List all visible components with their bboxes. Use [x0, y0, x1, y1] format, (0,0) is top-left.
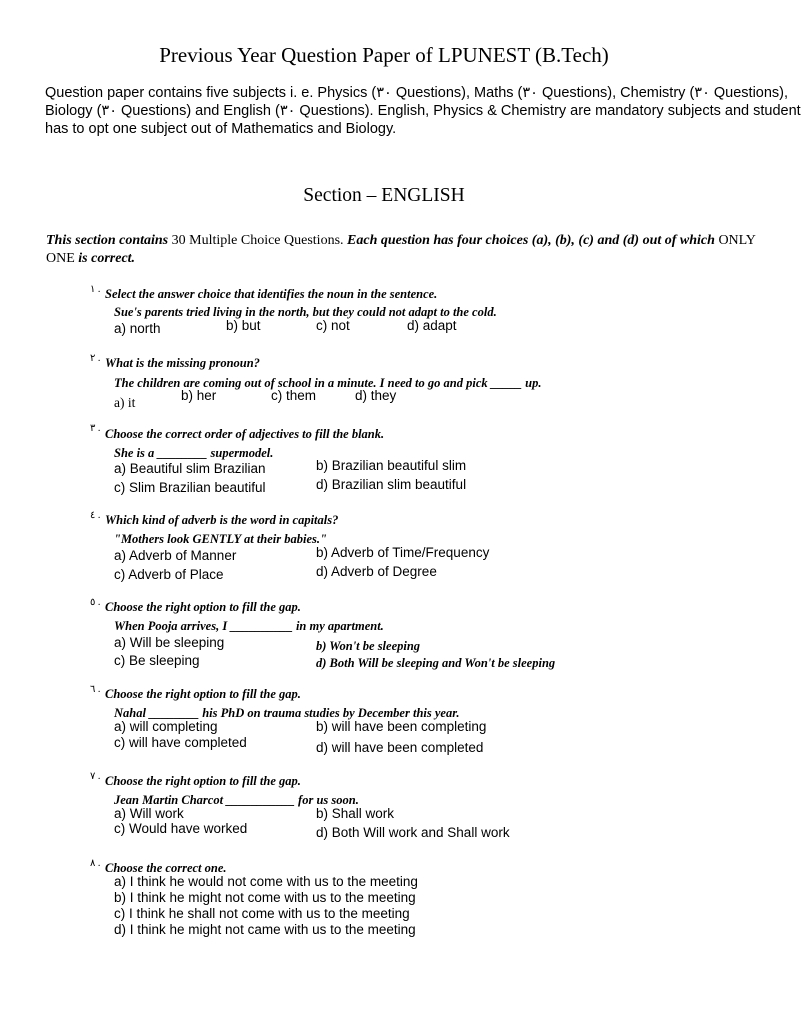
question-text: Choose the right option to fill the gap. — [105, 687, 301, 701]
option-c: c) will have completed — [114, 735, 247, 750]
option-b: b) Brazilian beautiful slim — [316, 458, 467, 473]
option-c: c) Adverb of Place — [114, 567, 224, 582]
option-b: b) will have been completing — [316, 719, 487, 734]
option-a: a) Adverb of Manner — [114, 548, 237, 563]
option-a: a) Will be sleeping — [114, 635, 225, 650]
option-a: a) it — [114, 395, 136, 410]
question-stem: The children are coming out of school in a minute. I need to go and pick _____ up. — [114, 376, 542, 390]
question-stem: Jean Martin Charcot ___________ for us soon. — [114, 793, 359, 807]
question-stem: Nahal ________ his PhD on trauma studies by December this year. — [114, 706, 460, 720]
option-c: c) Be sleeping — [114, 653, 200, 668]
question-number: ٦ . — [90, 684, 101, 695]
option-b: b) Won't be sleeping — [316, 639, 421, 653]
option-c: c) I think he shall not come with us to the meeting — [114, 906, 410, 921]
question-text: Choose the correct one. — [105, 861, 227, 875]
option-d: d) will have been completed — [316, 740, 484, 755]
section-instructions — [46, 232, 756, 268]
instructions-only: ONLY ONE — [46, 233, 756, 266]
question-stem: She is a ________ supermodel. — [114, 446, 274, 460]
option-d: d) they — [355, 388, 397, 403]
option-c: c) Slim Brazilian beautiful — [114, 480, 266, 495]
option-c: c) them — [271, 388, 317, 403]
option-a: a) I think he would not come with us to the meeting — [114, 874, 418, 889]
instructions-part2: Each question has four choices (a), (b), (c) and (d) out of which — [347, 233, 715, 248]
option-a: a) Beautiful slim Brazilian — [114, 461, 266, 476]
option-b: b) Shall work — [316, 806, 395, 821]
question-number: ١ . — [90, 284, 101, 295]
instructions-part3: is correct. — [78, 251, 136, 266]
option-b: b) but — [226, 318, 261, 333]
option-b: b) her — [181, 388, 217, 403]
intro-paragraph: Question paper contains five subjects i. e. Physics (٣٠ Questions), Maths (٣٠ Questions), Chemistry (٣٠ Questions), Biology (٣٠ Questions) and English (٣٠ Questions). English, Physics & Chemistry are mandatory subjects and student has to opt one subject out of Mathematics and Biology. — [45, 85, 801, 137]
option-d: d) Brazilian slim beautiful — [316, 477, 467, 492]
section-heading: Section – ENGLISH — [303, 185, 465, 206]
question-stem: Sue's parents tried living in the north, but they could not adapt to the cold. — [114, 305, 497, 319]
question-text: What is the missing pronoun? — [105, 356, 260, 370]
question-number: ٨ . — [90, 858, 101, 869]
question-text: Choose the right option to fill the gap. — [105, 774, 301, 788]
question-text: Choose the correct order of adjectives to fill the blank. — [105, 427, 385, 441]
option-d: d) Both Will be sleeping and Won't be sleeping — [316, 656, 556, 670]
option-b: b) Adverb of Time/Frequency — [316, 545, 490, 560]
option-a: a) Will work — [114, 806, 184, 821]
instructions-part1: This section contains — [46, 233, 169, 248]
question-number: ٣ . — [90, 423, 101, 434]
option-c: c) not — [316, 318, 350, 333]
question-text: Choose the right option to fill the gap. — [105, 600, 301, 614]
option-b: b) I think he might not come with us to the meeting — [114, 890, 416, 905]
question-stem: "Mothers look GENTLY at their babies." — [114, 532, 327, 546]
option-a: a) will completing — [114, 719, 218, 734]
question-number: ٧ . — [90, 771, 101, 782]
question-text: Which kind of adverb is the word in capitals? — [105, 513, 339, 527]
question-stem: When Pooja arrives, I __________ in my apartment. — [114, 619, 384, 633]
option-d: d) Both Will work and Shall work — [316, 825, 510, 840]
option-c: c) Would have worked — [114, 821, 248, 836]
question-number: ٤ . — [90, 510, 101, 521]
page-title: Previous Year Question Paper of LPUNEST (B.Tech) — [159, 43, 609, 67]
question-text: Select the answer choice that identifies the noun in the sentence. — [105, 287, 438, 301]
option-d: d) I think he might not came with us to the meeting — [114, 922, 416, 937]
option-d: d) adapt — [407, 318, 457, 333]
question-number: ٥ . — [90, 597, 101, 608]
option-a: a) north — [114, 321, 161, 336]
option-d: d) Adverb of Degree — [316, 564, 437, 579]
instructions-count: 30 Multiple Choice Questions. — [171, 233, 344, 248]
question-number: ٢ . — [90, 353, 101, 364]
